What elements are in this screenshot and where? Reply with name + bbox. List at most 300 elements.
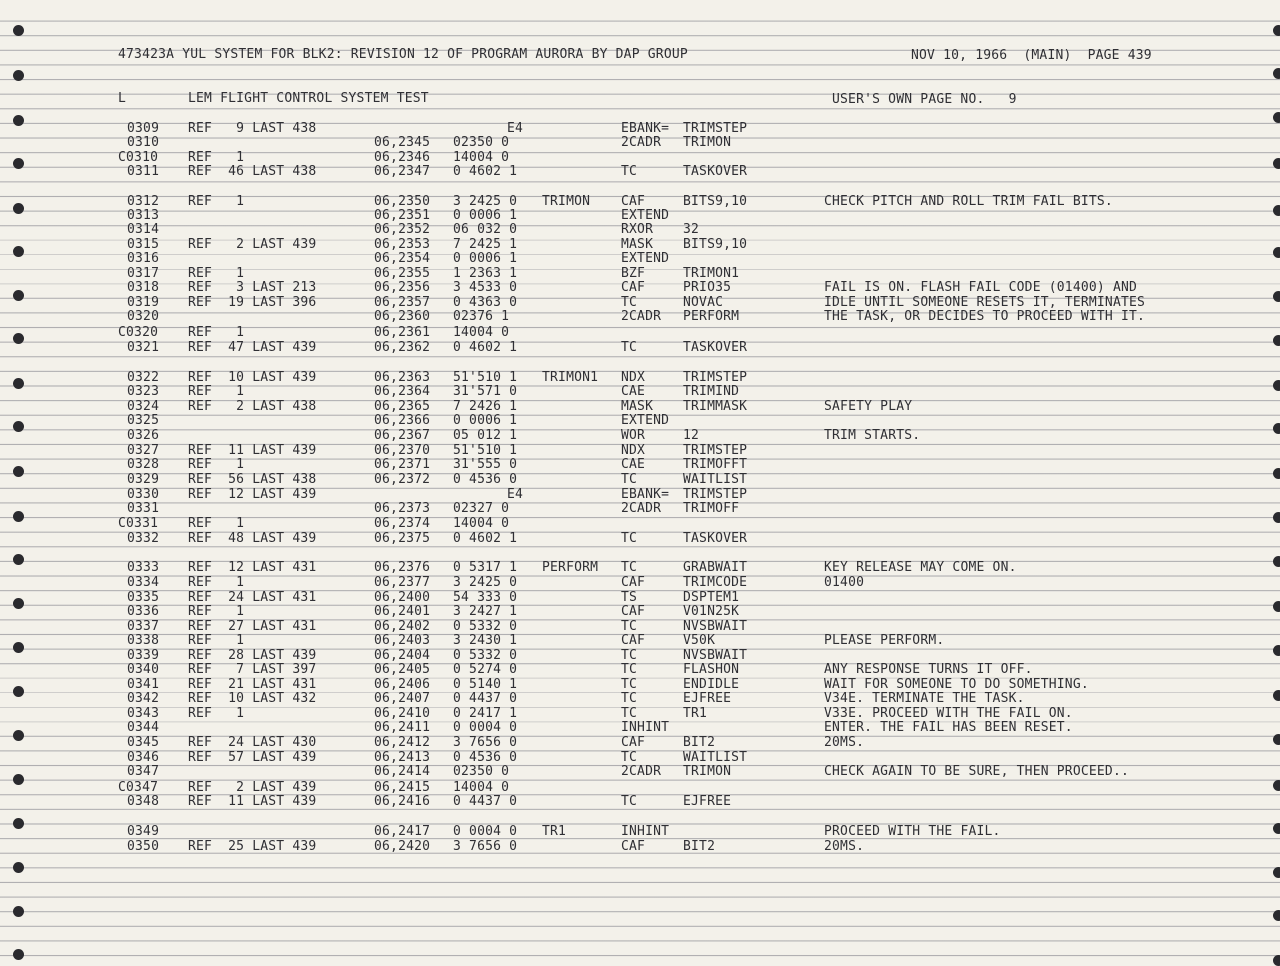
address: 06,2403	[374, 633, 431, 648]
feed-hole	[1273, 68, 1280, 79]
opcode: TC	[621, 531, 638, 546]
operand: PRIO35	[683, 280, 732, 295]
operand: BITS9,10	[683, 194, 748, 209]
address: 06,2375	[374, 531, 431, 546]
comment: KEY RELEASE MAY COME ON.	[824, 560, 1017, 575]
reference: REF 1	[188, 150, 245, 165]
line-number: 0315	[127, 237, 160, 252]
line-number: C0331	[118, 516, 159, 531]
address: 06,2363	[374, 370, 431, 385]
operand: NOVAC	[683, 295, 724, 310]
opcode: EXTEND	[621, 413, 670, 428]
line-number: 0338	[127, 633, 160, 648]
object-code: 3 7656 0	[453, 735, 518, 750]
opcode: TC	[621, 560, 638, 575]
feed-hole	[13, 730, 24, 741]
operand: PERFORM	[683, 309, 740, 324]
comment: TRIM STARTS.	[824, 428, 921, 443]
opcode: TC	[621, 706, 638, 721]
reference: REF 1	[188, 516, 245, 531]
feed-hole	[1273, 205, 1280, 216]
address: 06,2416	[374, 794, 431, 809]
feed-hole	[1273, 335, 1280, 346]
address: 06,2347	[374, 164, 431, 179]
line-number: 0318	[127, 280, 160, 295]
line-number: 0335	[127, 590, 160, 605]
feed-hole	[13, 246, 24, 257]
comment: CHECK PITCH AND ROLL TRIM FAIL BITS.	[824, 194, 1113, 209]
opcode: CAE	[621, 384, 646, 399]
opcode: TC	[621, 794, 638, 809]
feed-hole	[1273, 645, 1280, 656]
address: 06,2374	[374, 516, 431, 531]
object-code: 0 4536 0	[453, 750, 518, 765]
address: 06,2367	[374, 428, 431, 443]
address: 06,2373	[374, 501, 431, 516]
address: 06,2415	[374, 780, 431, 795]
object-code: 0 4602 1	[453, 164, 518, 179]
feed-hole	[1273, 690, 1280, 701]
feed-hole	[1273, 556, 1280, 567]
feed-hole	[1273, 25, 1280, 36]
opcode: TC	[621, 677, 638, 692]
operand: TRIMON1	[683, 266, 740, 281]
object-code: 0 5317 1	[453, 560, 518, 575]
operand: TR1	[683, 706, 708, 721]
opcode: CAF	[621, 280, 646, 295]
opcode: CAF	[621, 839, 646, 854]
object-code: 14004 0	[453, 325, 510, 340]
line-number: 0322	[127, 370, 160, 385]
opcode: TC	[621, 662, 638, 677]
address: 06,2413	[374, 750, 431, 765]
feed-hole	[13, 290, 24, 301]
operand: TASKOVER	[683, 531, 748, 546]
opcode: TC	[621, 472, 638, 487]
page-header-left: 473423A YUL SYSTEM FOR BLK2: REVISION 12 OF PROGRAM AURORA BY DAP GROUP	[118, 47, 688, 62]
section-title: LEM FLIGHT CONTROL SYSTEM TEST	[188, 91, 429, 106]
feed-hole	[1273, 423, 1280, 434]
opcode: INHINT	[621, 824, 670, 839]
feed-hole	[1273, 823, 1280, 834]
opcode: BZF	[621, 266, 646, 281]
feed-hole	[1273, 247, 1280, 258]
line-number: 0339	[127, 648, 160, 663]
opcode: TC	[621, 648, 638, 663]
line-number: 0332	[127, 531, 160, 546]
address: 06,2354	[374, 251, 431, 266]
address: 06,2377	[374, 575, 431, 590]
comment: THE TASK, OR DECIDES TO PROCEED WITH IT.	[824, 309, 1146, 324]
feed-hole	[1273, 468, 1280, 479]
operand: V01N25K	[683, 604, 740, 619]
object-code: 02350 0	[453, 764, 510, 779]
object-code: 31'555 0	[453, 457, 518, 472]
reference: REF 1	[188, 575, 245, 590]
address: 06,2410	[374, 706, 431, 721]
line-number: 0327	[127, 443, 160, 458]
opcode: EXTEND	[621, 208, 670, 223]
object-code: 31'571 0	[453, 384, 518, 399]
reference: REF 11 LAST 439	[188, 794, 317, 809]
address: 06,2402	[374, 619, 431, 634]
line-number: 0324	[127, 399, 160, 414]
opcode: 2CADR	[621, 764, 662, 779]
feed-hole	[13, 203, 24, 214]
line-number: 0312	[127, 194, 160, 209]
feed-hole	[1273, 734, 1280, 745]
address: 06,2361	[374, 325, 431, 340]
line-number: 0331	[127, 501, 160, 516]
opcode: WOR	[621, 428, 646, 443]
object-code: 0 0006 1	[453, 413, 518, 428]
opcode: EBANK=	[621, 487, 670, 502]
address: 06,2350	[374, 194, 431, 209]
comment: 01400	[824, 575, 865, 590]
object-code: 0 0004 0	[453, 824, 518, 839]
reference: REF 1	[188, 325, 245, 340]
operand: EJFREE	[683, 794, 732, 809]
reference: REF 19 LAST 396	[188, 295, 317, 310]
object-code: 1 2363 1	[453, 266, 518, 281]
line-number: 0337	[127, 619, 160, 634]
opcode: MASK	[621, 237, 654, 252]
operand: TRIMSTEP	[683, 121, 748, 136]
address: 06,2412	[374, 735, 431, 750]
object-code: 0 4363 0	[453, 295, 518, 310]
feed-hole	[13, 598, 24, 609]
object-code: 7 2425 1	[453, 237, 518, 252]
reference: REF 9 LAST 438	[188, 121, 317, 136]
opcode: CAE	[621, 457, 646, 472]
opcode: CAF	[621, 575, 646, 590]
line-number: 0323	[127, 384, 160, 399]
operand: TRIMCODE	[683, 575, 748, 590]
operand: 12	[683, 428, 700, 443]
section-marker: L	[118, 91, 127, 106]
feed-hole	[13, 774, 24, 785]
reference: REF 12 LAST 439	[188, 487, 317, 502]
opcode: INHINT	[621, 720, 670, 735]
object-code: 14004 0	[453, 150, 510, 165]
comment: PLEASE PERFORM.	[824, 633, 945, 648]
reference: REF 56 LAST 438	[188, 472, 317, 487]
line-number: 0326	[127, 428, 160, 443]
address: 06,2406	[374, 677, 431, 692]
object-code: 05 012 1	[453, 428, 518, 443]
reference: REF 1	[188, 604, 245, 619]
opcode: NDX	[621, 443, 646, 458]
operand: NVSBWAIT	[683, 648, 748, 663]
object-code: 02376 1	[453, 309, 510, 324]
object-code: 14004 0	[453, 516, 510, 531]
feed-hole	[1273, 780, 1280, 791]
reference: REF 48 LAST 439	[188, 531, 317, 546]
symbol-label: TRIMON	[542, 194, 591, 209]
object-code: 0 4437 0	[453, 794, 518, 809]
object-code: 3 2425 0	[453, 575, 518, 590]
comment: CHECK AGAIN TO BE SURE, THEN PROCEED..	[824, 764, 1130, 779]
operand: WAITLIST	[683, 750, 748, 765]
reference: REF 1	[188, 266, 245, 281]
comment: ANY RESPONSE TURNS IT OFF.	[824, 662, 1033, 677]
line-number: 0319	[127, 295, 160, 310]
opcode: EBANK=	[621, 121, 670, 136]
object-code: 0 5332 0	[453, 648, 518, 663]
operand: TRIMON	[683, 764, 732, 779]
address: 06,2417	[374, 824, 431, 839]
object-code: E4	[507, 121, 524, 136]
line-number: C0347	[118, 780, 159, 795]
address: 06,2411	[374, 720, 431, 735]
operand: DSPTEM1	[683, 590, 740, 605]
feed-hole	[13, 115, 24, 126]
line-number: 0325	[127, 413, 160, 428]
operand: TASKOVER	[683, 340, 748, 355]
feed-hole	[13, 333, 24, 344]
opcode: CAF	[621, 604, 646, 619]
object-code: 02350 0	[453, 135, 510, 150]
operand: 32	[683, 222, 700, 237]
object-code: 51'510 1	[453, 443, 518, 458]
line-number: 0341	[127, 677, 160, 692]
address: 06,2371	[374, 457, 431, 472]
reference: REF 24 LAST 430	[188, 735, 317, 750]
line-number: 0346	[127, 750, 160, 765]
operand: BIT2	[683, 839, 716, 854]
operand: TRIMIND	[683, 384, 740, 399]
object-code: 3 2430 1	[453, 633, 518, 648]
opcode: TC	[621, 295, 638, 310]
feed-hole	[13, 686, 24, 697]
comment: SAFETY PLAY	[824, 399, 913, 414]
line-number: C0320	[118, 325, 159, 340]
feed-hole	[13, 818, 24, 829]
object-code: 0 4536 0	[453, 472, 518, 487]
feed-hole	[1273, 910, 1280, 921]
operand: FLASHON	[683, 662, 740, 677]
operand: NVSBWAIT	[683, 619, 748, 634]
operand: BIT2	[683, 735, 716, 750]
address: 06,2420	[374, 839, 431, 854]
line-number: 0316	[127, 251, 160, 266]
operand: ENDIDLE	[683, 677, 740, 692]
feed-hole	[1273, 291, 1280, 302]
address: 06,2414	[374, 764, 431, 779]
line-number: 0313	[127, 208, 160, 223]
feed-hole	[13, 70, 24, 81]
feed-hole	[1273, 867, 1280, 878]
feed-hole	[13, 642, 24, 653]
reference: REF 21 LAST 431	[188, 677, 317, 692]
address: 06,2355	[374, 266, 431, 281]
operand: TASKOVER	[683, 164, 748, 179]
comment: IDLE UNTIL SOMEONE RESETS IT, TERMINATES	[824, 295, 1146, 310]
line-number: 0349	[127, 824, 160, 839]
comment: V33E. PROCEED WITH THE FAIL ON.	[824, 706, 1073, 721]
comment: PROCEED WITH THE FAIL.	[824, 824, 1001, 839]
opcode: TC	[621, 750, 638, 765]
feed-hole	[13, 378, 24, 389]
feed-hole	[1273, 512, 1280, 523]
address: 06,2351	[374, 208, 431, 223]
operand: TRIMMASK	[683, 399, 748, 414]
address: 06,2376	[374, 560, 431, 575]
reference: REF 24 LAST 431	[188, 590, 317, 605]
opcode: 2CADR	[621, 135, 662, 150]
opcode: RXOR	[621, 222, 654, 237]
line-number: 0321	[127, 340, 160, 355]
line-number: 0328	[127, 457, 160, 472]
opcode: NDX	[621, 370, 646, 385]
address: 06,2372	[374, 472, 431, 487]
object-code: 0 5140 1	[453, 677, 518, 692]
opcode: TS	[621, 590, 638, 605]
address: 06,2364	[374, 384, 431, 399]
feed-hole	[13, 511, 24, 522]
object-code: 3 2427 1	[453, 604, 518, 619]
reference: REF 1	[188, 457, 245, 472]
line-number: 0343	[127, 706, 160, 721]
object-code: 3 2425 0	[453, 194, 518, 209]
object-code: 14004 0	[453, 780, 510, 795]
comment: ENTER. THE FAIL HAS BEEN RESET.	[824, 720, 1073, 735]
operand: WAITLIST	[683, 472, 748, 487]
reference: REF 10 LAST 432	[188, 691, 317, 706]
feed-hole	[13, 862, 24, 873]
address: 06,2405	[374, 662, 431, 677]
reference: REF 57 LAST 439	[188, 750, 317, 765]
reference: REF 47 LAST 439	[188, 340, 317, 355]
line-number: 0320	[127, 309, 160, 324]
operand: TRIMSTEP	[683, 487, 748, 502]
feed-hole	[1273, 601, 1280, 612]
operand: V50K	[683, 633, 716, 648]
object-code: 3 4533 0	[453, 280, 518, 295]
object-code: 0 2417 1	[453, 706, 518, 721]
line-number: 0348	[127, 794, 160, 809]
reference: REF 46 LAST 438	[188, 164, 317, 179]
object-code: 0 0006 1	[453, 208, 518, 223]
address: 06,2370	[374, 443, 431, 458]
operand: TRIMOFFT	[683, 457, 748, 472]
reference: REF 10 LAST 439	[188, 370, 317, 385]
reference: REF 7 LAST 397	[188, 662, 317, 677]
reference: REF 28 LAST 439	[188, 648, 317, 663]
address: 06,2353	[374, 237, 431, 252]
opcode: CAF	[621, 735, 646, 750]
address: 06,2401	[374, 604, 431, 619]
user-page-number: USER'S OWN PAGE NO. 9	[832, 92, 1017, 107]
comment: 20MS.	[824, 839, 865, 854]
operand: GRABWAIT	[683, 560, 748, 575]
line-number: 0336	[127, 604, 160, 619]
line-number: 0334	[127, 575, 160, 590]
feed-hole	[13, 158, 24, 169]
line-number: 0344	[127, 720, 160, 735]
feed-hole	[13, 466, 24, 477]
feed-hole	[1273, 380, 1280, 391]
line-number: 0329	[127, 472, 160, 487]
feed-hole	[1273, 158, 1280, 169]
object-code: 06 032 0	[453, 222, 518, 237]
opcode: EXTEND	[621, 251, 670, 266]
line-number: 0342	[127, 691, 160, 706]
address: 06,2357	[374, 295, 431, 310]
address: 06,2352	[374, 222, 431, 237]
address: 06,2346	[374, 150, 431, 165]
comment: WAIT FOR SOMEONE TO DO SOMETHING.	[824, 677, 1089, 692]
reference: REF 2 LAST 439	[188, 780, 317, 795]
line-number: 0311	[127, 164, 160, 179]
address: 06,2365	[374, 399, 431, 414]
feed-hole	[13, 949, 24, 960]
feed-hole	[13, 421, 24, 432]
comment: V34E. TERMINATE THE TASK.	[824, 691, 1025, 706]
object-code: 0 0004 0	[453, 720, 518, 735]
object-code: E4	[507, 487, 524, 502]
object-code: 0 0006 1	[453, 251, 518, 266]
reference: REF 1	[188, 633, 245, 648]
object-code: 7 2426 1	[453, 399, 518, 414]
reference: REF 1	[188, 194, 245, 209]
operand: TRIMSTEP	[683, 370, 748, 385]
feed-hole	[13, 554, 24, 565]
address: 06,2400	[374, 590, 431, 605]
line-number: 0345	[127, 735, 160, 750]
comment: 20MS.	[824, 735, 865, 750]
reference: REF 3 LAST 213	[188, 280, 317, 295]
address: 06,2360	[374, 309, 431, 324]
opcode: TC	[621, 619, 638, 634]
line-number: 0317	[127, 266, 160, 281]
opcode: 2CADR	[621, 501, 662, 516]
object-code: 54 333 0	[453, 590, 518, 605]
feed-hole	[1273, 112, 1280, 123]
reference: REF 12 LAST 431	[188, 560, 317, 575]
symbol-label: TRIMON1	[542, 370, 599, 385]
feed-hole	[13, 25, 24, 36]
object-code: 0 5274 0	[453, 662, 518, 677]
page-header-right: NOV 10, 1966 (MAIN) PAGE 439	[911, 48, 1152, 63]
opcode: CAF	[621, 633, 646, 648]
reference: REF 27 LAST 431	[188, 619, 317, 634]
object-code: 51'510 1	[453, 370, 518, 385]
symbol-label: PERFORM	[542, 560, 599, 575]
object-code: 0 5332 0	[453, 619, 518, 634]
operand: TRIMON	[683, 135, 732, 150]
operand: BITS9,10	[683, 237, 748, 252]
reference: REF 1	[188, 706, 245, 721]
reference: REF 11 LAST 439	[188, 443, 317, 458]
line-number: 0330	[127, 487, 160, 502]
line-number: 0314	[127, 222, 160, 237]
operand: EJFREE	[683, 691, 732, 706]
object-code: 02327 0	[453, 501, 510, 516]
line-number: 0350	[127, 839, 160, 854]
symbol-label: TR1	[542, 824, 567, 839]
operand: TRIMOFF	[683, 501, 740, 516]
feed-hole	[13, 906, 24, 917]
opcode: CAF	[621, 194, 646, 209]
reference: REF 1	[188, 384, 245, 399]
address: 06,2345	[374, 135, 431, 150]
opcode: TC	[621, 691, 638, 706]
object-code: 3 7656 0	[453, 839, 518, 854]
address: 06,2362	[374, 340, 431, 355]
reference: REF 2 LAST 438	[188, 399, 317, 414]
line-number: 0309	[127, 121, 160, 136]
